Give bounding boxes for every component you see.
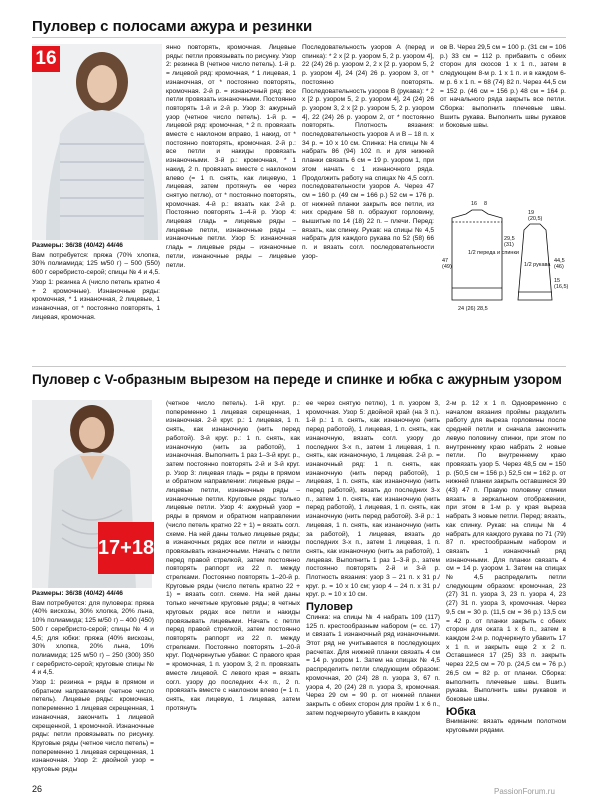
dim-label: 44,5 [554, 258, 565, 264]
section1-materials: Вам потребуется: пряжа (70% хлопка, 30% полиамида; 125 м/50 г) – 500 (550) 600 г серебристо-серой; спицы № 4 и 4,5. [32, 251, 160, 277]
dim-label: (20,5) [528, 216, 543, 222]
section2-col1-text: Узор 1: резинка = ряды в прямом и обратном направлении (четное число петель). Лицевые ряды: кромочная, попеременно 1 лицевая скрещенная, 1 изнаночная, закончить 1 лицевой скрещенной, 1 кромочной. Изнаночные ряды: петли провязывать по рисунку. Круговые ряды (четное число петель) = попеременно 1 лицевая скрещенная, 1 изнаночная. Узор 2: двойной узор = круговые ряды [32, 679, 154, 774]
section2-col4-text: 2-м р. 12 x 1 п. Одновременно с началом вязания проймы разделить работу для выреза горловины после средней петли и сначала закончить левую половину спинки, при этом по внутреннему краю набрать 2 новые петли. По внутреннему краю провязать узор 5. Через 48,5 см = 150 р. (50,5 см = 156 р.) 52,5 см = 162 р. от нижней планки закрыть оставшиеся 39 (43) 47 п. Правую половину спинки вязать в зеркальном отображении, при этом в 1-м р. у края выреза набрать 3 новые петли. Перед: вязать, как спинку. Рукав: на спицы № 4 набрать для каждого рукава по 71 (79) 87 п. крестообразным набором и связать 1 изнаночный ряд изнаночными. Для планки связать 4 см = 14 р. узором 1. Затем на спицах № 4,5 распределить петли следующим образом: кромочная, 23 (27) 31 п. узора 3, 23 п. узора 4, 23 (27) 31 п. узора 3, кромочная. Через 9,5 см = 30 р. (11,5 см = 36 р.) 13,5 см = 42 р. от планки закрыть с обеих сторон для оката 1 x 6 п., затем в каждом 2-м р. подчеркнуто убавить 17 x 1 п. и закрыть еще 2 x 2 п. Оставшиеся 17 (25) 33 п. закрыть через 22,5 см = 70 р. (24,5 см = 76 р.) 26,5 см = 82 р. от планки. Сборка: выполнить плечевые швы. Вшить рукава. Выполнить швы рукавов и боковые швы. [446, 400, 566, 703]
section1-col2-text: янно повторять, кромочная. Лицевые ряды: петли провязывать по рисунку. Узор 2: резинка В (четное число петель). 1-й р. = лицевой ряд: кромочная, * 1 лицевая, 1 изнаночная, от * постоянно повторять, кромочная. 2-й р. = изнаночный ряд: все петли провязать изнаночными. Постоянно повторять 1-й и 2-й р. Узор 3: ажурный узор (четное число петель). 1-й р. = лицевой ряд: кромочная, * 2 п. провязать вместе с наклоном вправо, 1 накид, от * постоянно повторять, кромочная. 2-й р.: все петли и накиды провязать изнаночными. 3-й р.: кромочная, * 1 накид, 2 п. провязать вместе с наклоном влево (= 1 п. снять, как лицевую, 1 лицевая, затем протянуть ее через снятую петлю), от * постоянно повторять, кромочная. 4-й р.: вязать как 2-й р. Постоянно повторять 1–4-й р. Узор 4: лицевая гладь = лицевые ряды – лицевые петли, изнаночные ряды – изнаночные петли. Узор 5: изнаночная гладь = лицевые ряды – изнаночные петли, изнаночные ряды – лицевые петли. [166, 44, 296, 269]
dim-label: 8 [484, 201, 488, 207]
dim-label: (16,5) [554, 284, 568, 290]
section1-column-2 [166, 44, 296, 359]
dim-label: (46) [554, 264, 564, 270]
section1-photo [32, 44, 162, 240]
section1-rule [32, 37, 566, 38]
section2-title: Пуловер с V-образным вырезом на переде и спинке и юбка с ажурным узором [32, 372, 562, 387]
section2-materials: Вам потребуется: для пуловера: пряжа (40% вискозы, 30% хлопка, 20% льна, 10% полиамида; 125 м/50 г) – 400 (450) 500 г серебристо-серой; спицы № 4 и 4,5; для юбки: пряжа (40% вискозы, 30% хлопка, 20% льна, 10% полиамида; 125 м/50 г) – 250 (300) 350 г серебристо-серой; круговые спицы № 4 и 4,5. [32, 599, 154, 677]
dim-label: 19 [528, 210, 535, 216]
page-number: 26 [32, 784, 43, 794]
dim-label: 29,5 [504, 236, 515, 242]
dim-label: (49) [442, 264, 452, 270]
section1-column-3 [302, 44, 434, 359]
front-back-label: 1/2 переда и спинки [468, 250, 519, 256]
section1-col1-text: Узор 1: резинка А (число петель кратно 4 + 2 кромочные). Изнаночные ряды: кромочная, * 1 изнаночная, 2 лицевые, 1 изнаночная, от * постоянно повторять, 1 лицевая, кромочная. [32, 278, 160, 321]
section1-sizes: Размеры: 36/38 (40/42) 44/46 [32, 242, 123, 249]
dim-label: 16 [471, 201, 478, 207]
section2-rule [32, 366, 566, 367]
dim-label: 24 (26) 28,5 [458, 306, 488, 312]
sleeve-label: 1/2 рукава [524, 262, 551, 268]
pullover-heading: Пуловер [306, 601, 353, 614]
dim-label: (31) [504, 242, 514, 248]
section1-column-1 [32, 242, 160, 357]
pattern-schematic [440, 170, 568, 320]
dim-label: 15 [554, 278, 561, 284]
section2-column-2 [166, 400, 300, 786]
section2-column-3 [306, 400, 440, 786]
section2-col2-text: (четное число петель). 1-й круг. р.: попеременно 1 лицевая скрещенная, 1 изнаночная. 2-й круг. р.: 1 лицевая, 1 п. снять, как изнаночную (нить перед работой). 3-й круг. р.: 1 п. снять, как изнаночную (нить за работой), 1 изнаночная. Выполнить 1 раз 1–3-й круг. р., затем постоянно повторять 2-й и 3-й круг. р. Узор 3: лицевая гладь = ряды в прямом и обратном направлении: лицевые ряды – лицевые петли, изнаночные ряды – изнаночные петли. Круговые ряды: только лицевые петли. Узор 4: ажурный узор = ряды в прямом и обратном направлении (число петель кратно 22 + 1) = вязать согл. схеме. На ней даны только лицевые ряды; в изнаночных рядах все петли и накиды провязывать изнаночными. Начать с петли перед правой стрелкой, затем постоянно повторять раппорт из 22 п. между стрелками. Постоянно повторять 1–20-й р. Круговые ряды (число петель кратно 22 + 1) = вязать согл. схеме. На ней даны только нечетные круговые ряды; в четных круговых рядах все петли и накиды провязывать лицевыми. Начать с петли перед правой стрелкой, затем постоянно повторять раппорт из 22 п. между стрелками. Постоянно повторять 1–20-й круг. Подчеркнутые убавки: С правого края = кромочная, 1 п. узором 3, 2 п. провязать вместе лицевой. С левого края = вязать согл. узору до последних 4-х п., 2 п. провязать вместе с наклоном влево (= 1 п. снять, как лицевую, 1 лицевая, затем протянуть [166, 400, 300, 712]
section1-column-4 [440, 44, 566, 166]
section1-col3-text: Последовательность узоров А (перед и спинка): * 2 x [2 р. узором 5, 2 р. узором 4], 22 (24) 26 р. узором 2, 2 x [2 р. узором 5, 2 р. узором 4], 24 (24) 26 р. узором 3, от * постоянно повторять. Последовательность узоров В (рукава): * 2 x [2 р. узором 5, 2 р. узором 4], 24 (24) 26 р. узором 3, 2 x [2 р. узором 5, 2 р. узором 4], 22 (24) 26 р. узором 2, от * постоянно повторять. Плотность вязания: последовательность узоров А и В – 18 п. x 34 р. = 10 x 10 см. Спинка: На спицы № 4 набрать 86 (94) 102 п. и для нижней планки связать 6 см = 19 р. узором 1, при этом начать с 1 изнаночного ряда. Продолжить работу на спицах № 4,5 согл. последовательности узоров А. Через 47 см = 160 р. (49 см = 166 р.) 52 см = 176 р. от нижней планки закрыть все петли, из них средние 58 п. образуют горловину, вышитые по 14 (18) 22 п. – плечи. Перед: вязать, как спинку. Рукав: на спицы № 4,5 набрать для каждого рукава по 52 (58) 66 п. и вязать согл. последовательности узор- [302, 44, 434, 260]
section2-col3-text-b: Спинка: на спицы № 4 набрать 109 (117) 125 п. крестообразным набором (= сс. 17) и связать 1 изнаночный ряд изнаночными. Этот ряд не учитывается в последующих расчетах. Для нижней планки связать 4 см = 14 р. узором 1. Затем на спицах № 4,5 распределить петли следующим образом: кромочная, 20 (24) 28 п. узора 3, 67 п. узора 4, 20 (24) 28 п. узора 3, кромочная. Через 29 см = 90 р. от нижней планки закрыть с обеих сторон для пройм 1 x 6 п., затем подчеркнуто убавить в каждом [306, 613, 440, 717]
skirt-text: Внимание: вязать единым полотном круговыми рядами. [446, 718, 566, 735]
dim-label: 47 [442, 258, 449, 264]
watermark: PassionForum.ru [494, 787, 555, 796]
section2-number-badge: 17+18 [98, 522, 154, 574]
section2-column-1 [32, 590, 154, 786]
section2-column-4 [446, 400, 566, 786]
section2-col3-text: ее через снятую петлю), 1 п. узором 3, кромочная. Узор 5: двойной край (на 3 п.). 1-й р.: 1 п. снять, как изнаночную (нить перед работой), 1 лицевая, 1 п. снять, как изнаночную, вязать согл. узору до последних 3-х п., затем 1 лицевая, 1 п. снять, как изнаночную, 1 лицевая. 2-й р. = изнаночный ряд: 1 п. снять, как изнаночную (нить перед работой), 1 лицевая, 1 п. снять, как изнаночную (нить перед работой), вязать до последних 3-х п., затем 1 п. снять, как изнаночную (нить перед работой), 1 лицевая, 1 п. снять, как изнаночную (нить перед работой). 3-й р.: 1 лицевая, 1 п. снять, как изнаночную (нить за работой), 1 лицевая, вязать до последних 3-х п., затем 1 лицевая, 1 п. снять, как изнаночную (нить за работой), 1 лицевая. Выполнить 1 раз 1–3-й р., затем постоянно повторять 2-й и 3-й р. Плотность вязания: узор 3 – 21 п. x 31 р./круг. р. = 10 x 10 см; узор 4 – 24 п. x 31 р./круг. р. = 10 x 10 см. [306, 400, 440, 599]
section2-sizes: Размеры: 36/38 (40/42) 44/46 [32, 590, 123, 597]
section1-title: Пуловер с полосами ажура и резинки [32, 18, 313, 35]
section1-number-badge: 16 [32, 46, 60, 72]
skirt-heading: Юбка [446, 705, 476, 718]
section1-col4-text: ов В. Через 29,5 см = 100 р. (31 см = 106 р.) 33 см = 112 р. прибавить с обеих сторон для скосов 1 x 1 п., затем в следующем 8-м р. 1 x 1 п. и в каждом 6-м р. 6 x 1 п. = 68 (74) 82 п. Через 44,5 см = 152 р. (46 см = 156 р.) 48 см = 164 р. от начального ряда закрыть все петли. Сборка: выполнить плечевые швы. Вшить рукава. Выполнить швы рукавов и боковые швы. [440, 44, 566, 130]
